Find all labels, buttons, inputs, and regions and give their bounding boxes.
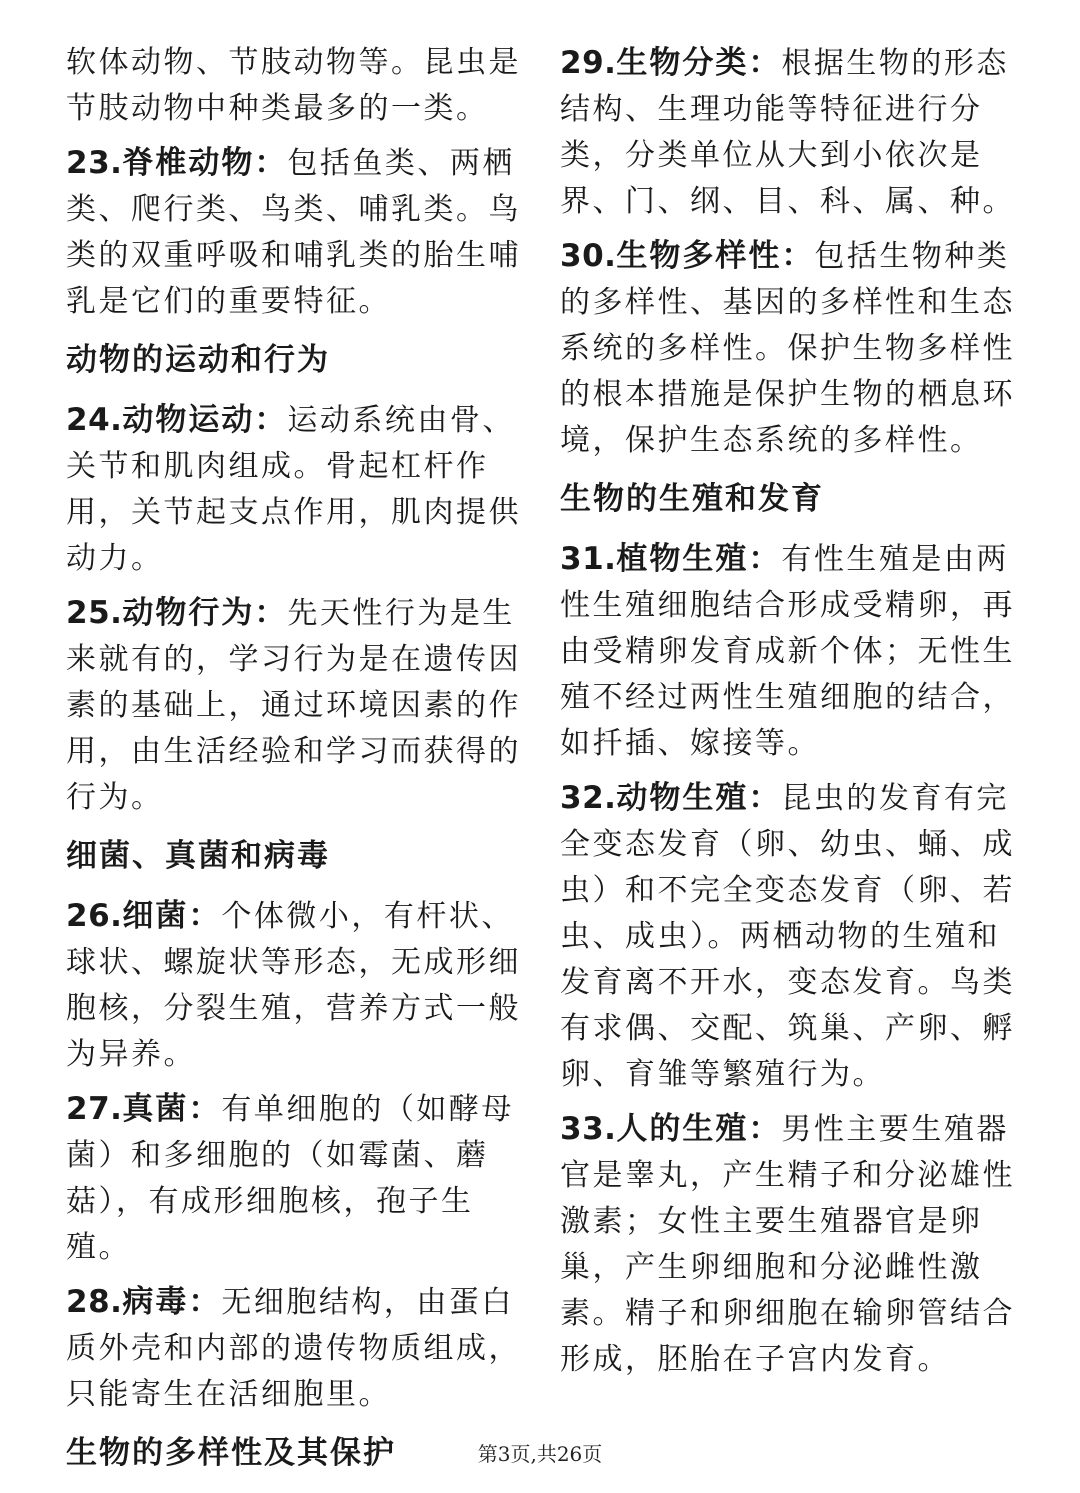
item-number: 26. (66, 898, 123, 934)
item-number: 27. (66, 1091, 123, 1127)
section-heading-diversity: 生物的多样性及其保护 (66, 1435, 396, 1471)
item-number: 23. (66, 145, 123, 181)
page-number: 第3页,共26页 (477, 1442, 603, 1466)
item-term: 动物生殖： (616, 780, 782, 816)
item-text: 男性主要生殖器官是睾丸，产生精子和分泌雄性激素；女性主要生殖器官是卵巢，产生卵细胞和分泌雌性激素。精子和卵细胞在输卵管结合形成 (560, 1112, 1015, 1377)
item-text: 先天性行为是生来就有的，学习行为是在遗传因素的基础上，通过环境因素的作用，由生活经验和学习而获得的行为。 (66, 596, 521, 815)
item-term: 人的生殖： (616, 1111, 782, 1147)
item-27 (66, 1086, 536, 1271)
item-term: 动物行为： (122, 595, 288, 631)
item-24 (66, 397, 536, 582)
item-text: 包括鱼类、两栖类、爬行类、鸟类、哺乳类。鸟类的双重呼吸和哺乳类的胎生哺乳是它们的重要特征。 (66, 146, 521, 319)
item-text: 有单细胞的（如酵母菌）和多细胞的（如霉菌、蘑菇），有成形细胞核，孢子生殖。 (66, 1092, 514, 1265)
item-number: 24. (66, 402, 123, 438)
item-28 (66, 1279, 536, 1418)
item-23 (66, 140, 536, 325)
item-26 (66, 893, 536, 1078)
item-25 (66, 590, 536, 821)
item-term: 病毒： (122, 1284, 222, 1320)
item-29 (560, 40, 1030, 225)
item-text: 昆虫的发育有完全变态发育（卵、幼虫、蛹、成虫）和不完全变态发育（卵、若虫、成虫）。两栖动物的生殖和发育离不开水，变态发育。鸟类有求偶、交配、筑巢、产卵、孵卵、育雏等繁殖行为。 (560, 781, 1015, 1092)
right-column (560, 40, 1030, 1391)
item-term: 植物生殖： (616, 541, 782, 577)
item-term: 生物分类： (616, 45, 782, 81)
item-number: 29. (560, 45, 617, 81)
item-text: 有性生殖是由两性生殖细胞结合形成受精卵，再由受精卵发育成新个体；无性生殖不经过两性生殖细胞的结合，如扦插、嫁接等。 (560, 542, 1015, 761)
item-term: 动物运动： (122, 402, 288, 438)
item-text: 包括生物种类的多样性、基因的多样性和生态系统的多样性。保护生物多样性的根本措施是保护生物的栖息环境，保护生态系统的多样性。 (560, 239, 1015, 458)
item-term: 真菌： (122, 1091, 222, 1127)
item-number: 28. (66, 1284, 123, 1320)
item-text-tail: ，胚胎在子宫内发育。 (625, 1342, 950, 1377)
item-30 (560, 233, 1030, 464)
item-text: 根据生物的形态结构、生理功能等特征进行分类，分类单位从大到小依次是界、门、纲、目、科、属、种。 (560, 46, 1015, 219)
item-text: 运动系统由骨、关节和肌肉组成。骨起杠杆作用，关节起支点作用，肌肉提供动力。 (66, 403, 521, 576)
item-31 (560, 536, 1030, 767)
section-heading-microbes: 细菌、真菌和病毒 (66, 838, 330, 874)
item-text: 个体微小，有杆状、球状、螺旋状等形态，无成形细胞核，分裂生殖，营养方式一般为异养。 (66, 899, 521, 1072)
item-term: 脊椎动物： (122, 145, 288, 181)
item-32 (560, 775, 1030, 1098)
item-number: 25. (66, 595, 123, 631)
item-33 (560, 1106, 1030, 1383)
item-number: 30. (560, 238, 617, 274)
section-heading-motion: 动物的运动和行为 (66, 342, 330, 378)
intro-continuation: 软体动物、节肢动物等。昆虫是节肢动物中种类最多的一类。 (66, 45, 521, 126)
item-term: 生物多样性： (616, 238, 815, 274)
item-term: 细菌： (122, 898, 222, 934)
section-heading-reproduction: 生物的生殖和发育 (560, 481, 824, 517)
item-text: 无细胞结构，由蛋白质外壳和内部的遗传物质组成，只能寄生在活细胞里。 (66, 1285, 521, 1412)
item-number: 32. (560, 780, 617, 816)
left-column (66, 40, 536, 1490)
item-number: 33. (560, 1111, 617, 1147)
item-number: 31. (560, 541, 617, 577)
